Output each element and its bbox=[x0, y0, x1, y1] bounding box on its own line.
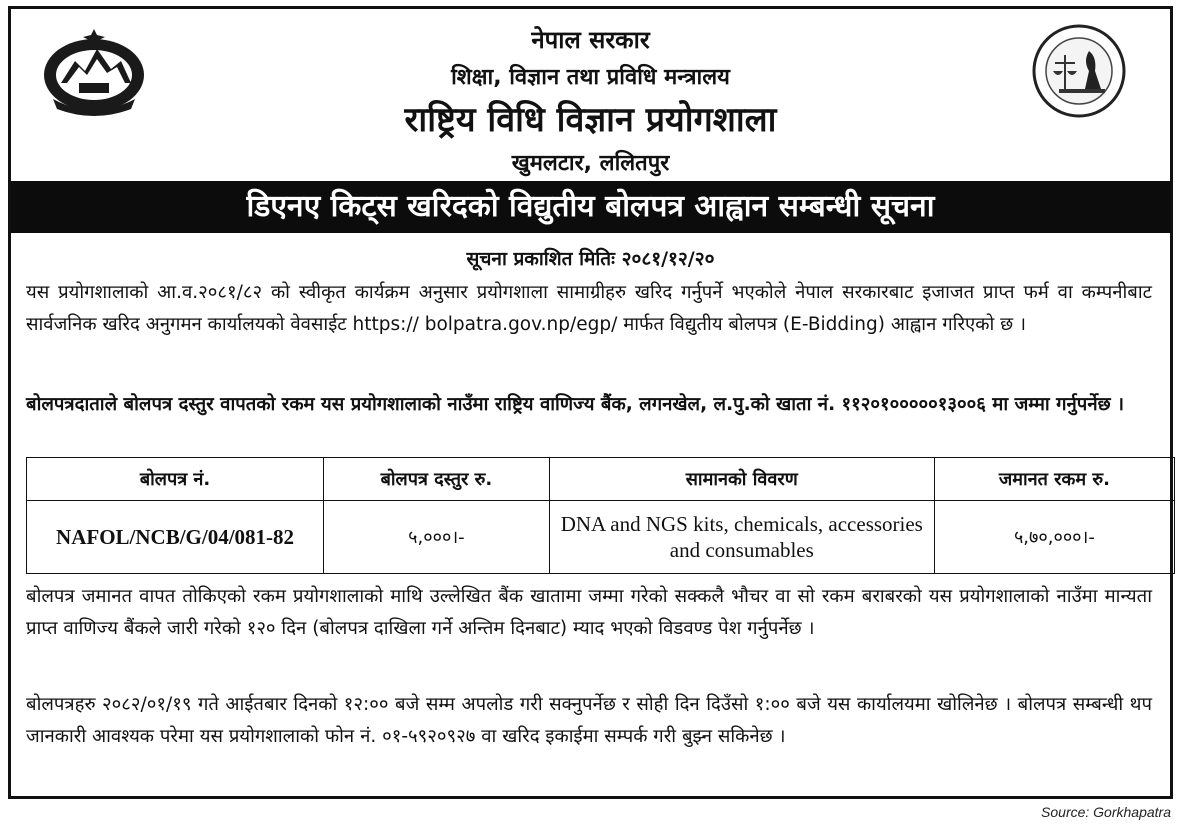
notice-paragraph-4: बोलपत्रहरु २०८२/०१/१९ गते आईतबार दिनको १२:०० बजे सम्म अपलोड गरी सक्नुपर्नेछ र सोही दिन दिउँसो १:०० बजे यस कार्यालयमा खोलिनेछ । बोलपत्र सम्बन्धी थप जानकारी आवश्यक परेमा यस प्रयोगशालाको फोन नं. ०१-५९२०९२७ वा खरिद इकाईमा सम्पर्क गरी बुझ्न सकिनेछ । bbox=[26, 694, 1152, 747]
cell-tender-no: NAFOL/NCB/G/04/081-82 bbox=[27, 501, 324, 574]
notice-title-banner: डिएनए किट्स खरिदको विद्युतीय बोलपत्र आह्वान सम्बन्धी सूचना bbox=[11, 181, 1170, 233]
column-header-fee: बोलपत्र दस्तुर रु. bbox=[324, 458, 550, 501]
notice-paragraph-3: बोलपत्र जमानत वापत तोकिएको रकम प्रयोगशालाको माथि उल्लेखित बैंक खातामा जम्मा गरेको सक्कलै भौचर वा सो रकम बराबरको यस प्रयोगशालाको नाउँमा मान्यता प्राप्त वाणिज्य बैंकले जारी गरेको १२० दिन (बोलपत्र दाखिला गर्ने अन्तिम दिनबाट) म्याद भएको विडवण्ड पेश गर्नुपर्नेछ । bbox=[26, 586, 1152, 639]
column-header-description: सामानको विवरण bbox=[549, 458, 934, 501]
notice-paragraph-2: बोलपत्रदाताले बोलपत्र दस्तुर वापतको रकम यस प्रयोगशालाको नाउँमा राष्ट्रिय वाणिज्य बैंक, लगनखेल, ल.पु.को खाता नं. ११२०१०००००१३००६ मा जम्मा गर्नुपर्नेछ । bbox=[26, 394, 1125, 415]
cell-security: ५,७०,०००।- bbox=[934, 501, 1174, 574]
ministry-name: शिक्षा, विज्ञान तथा प्रविधि मन्त्रालय bbox=[451, 65, 730, 90]
tender-table bbox=[26, 457, 1175, 574]
office-name: राष्ट्रिय विधि विज्ञान प्रयोगशाला bbox=[404, 100, 777, 140]
notice-paragraph-1: यस प्रयोगशालाको आ.व.२०८१/८२ को स्वीकृत कार्यक्रम अनुसार प्रयोगशाला सामाग्रीहरु खरिद गर्नुपर्ने भएकोले नेपाल सरकारबाट इजाजत प्राप्त फर्म वा कम्पनीबाट सार्वजनिक खरिद अनुगमन कार्यालयको वेवसाईट https:// bolpatra.gov.np/egp/ मार्फत विद्युतीय बोलपत्र (E-Bidding) आह्वान गरिएको छ । bbox=[26, 282, 1152, 335]
notice-frame bbox=[8, 6, 1173, 799]
forensic-lab-seal-icon bbox=[1031, 23, 1127, 119]
notice-header bbox=[11, 9, 1170, 181]
table-header-row bbox=[27, 458, 1175, 501]
publication-date: सूचना प्रकाशित मितिः २०८१/१२/२० bbox=[466, 248, 715, 270]
source-credit: Source: Gorkhapatra bbox=[1041, 804, 1171, 820]
column-header-security: जमानत रकम रु. bbox=[934, 458, 1174, 501]
cell-fee: ५,०००।- bbox=[324, 501, 550, 574]
table-row bbox=[27, 501, 1175, 574]
column-header-tender-no: बोलपत्र नं. bbox=[27, 458, 324, 501]
government-title: नेपाल सरकार bbox=[531, 26, 650, 54]
cell-description: DNA and NGS kits, chemicals, accessories and consumables bbox=[549, 501, 934, 574]
office-address: खुमलटार, ललितपुर bbox=[511, 151, 670, 176]
